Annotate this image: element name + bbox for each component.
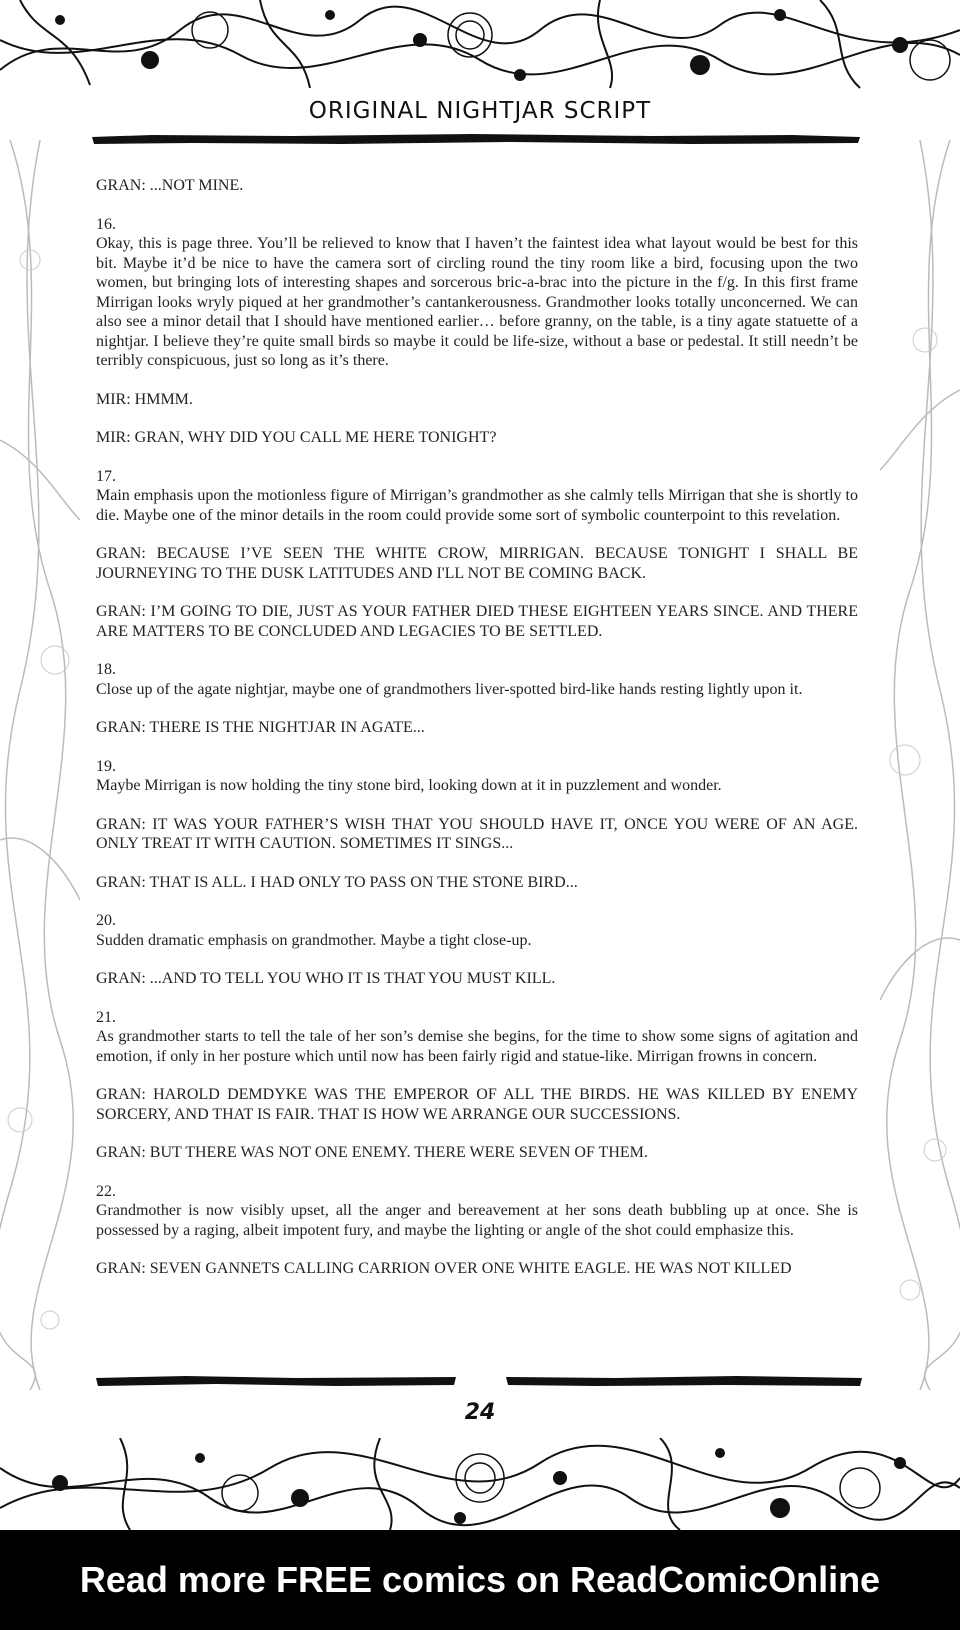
dialogue-line: GRAN: ...AND TO TELL YOU WHO IT IS THAT YOU MUST KILL. <box>96 970 556 987</box>
panel-number: 17. <box>96 467 116 485</box>
dialogue-line: GRAN: ...NOT MINE. <box>96 177 244 194</box>
panel-description: As grandmother starts to tell the tale of her son’s demise she begins, for the time to show some signs of agitation and emotion, if only in her posture which until now has been fairly rigid and statue-like. Mirrigan frowns in concern. <box>96 1028 858 1065</box>
panel-description: Main emphasis upon the motionless figure of Mirrigan’s grandmother as she calmly tells Mirrigan that she is shortly to die. Maybe one of the minor details in the room could provide some sort of symbolic counterpoint to this revelation. <box>96 487 858 524</box>
page-title: ORIGINAL NIGHTJAR SCRIPT <box>308 98 652 124</box>
left-decorative-border <box>0 140 80 1390</box>
panel-number: 18. <box>96 661 116 678</box>
dialogue-line: GRAN: THERE IS THE NIGHTJAR IN AGATE... <box>96 719 425 736</box>
panel-number: 16. <box>96 215 116 233</box>
panel-number: 20. <box>96 912 116 929</box>
panel-number: 22. <box>96 1182 116 1200</box>
footer-brush-rule-left <box>96 1374 456 1388</box>
header-brush-rule <box>92 132 860 146</box>
promo-banner: Read more FREE comics on ReadComicOnline <box>0 1530 960 1630</box>
panel-number: 19. <box>96 757 116 775</box>
footer-brush-rule-right <box>506 1374 862 1388</box>
panel-number: 21. <box>96 1008 116 1026</box>
panel-description: Okay, this is page three. You’ll be relieved to know that I haven’t the faintest idea what layout would be best for this bit. Maybe it’d be nice to have the camera sort of circling round the tiny room like a bird, focusing upon the two women, but bringing lots of interesting shapes and sorcerous bric-a-brac into the picture in the f/g. In this first frame Mirrigan looks wryly piqued at her grandmother’s cantankerousness. Grandmother looks totally unconcerned. We can also see a minor detail that I should have mentioned earlier… before granny, on the table, is a tiny agate statuette of a nightjar. I believe they’re quite small birds so maybe it could be life-size, without a base or pedestal. It still needn’t be terribly conspicuous, just so long as it’s there. <box>96 235 858 369</box>
panel-description: Close up of the agate nightjar, maybe one of grandmothers liver-spotted bird-like hands resting lightly upon it. <box>96 680 803 698</box>
dialogue-line: MIR: HMMM. <box>96 390 193 408</box>
panel-description: Maybe Mirrigan is now holding the tiny stone bird, looking down at it in puzzlement and wonder. <box>96 777 722 794</box>
dialogue-line: GRAN: THAT IS ALL. I HAD ONLY TO PASS ON THE STONE BIRD... <box>96 873 578 891</box>
dialogue-line: MIR: GRAN, WHY DID YOU CALL ME HERE TONIGHT? <box>96 429 497 446</box>
right-decorative-border <box>880 140 960 1390</box>
top-decorative-border <box>0 0 960 90</box>
panel-description: Grandmother is now visibly upset, all the anger and bereavement at her sons death bubbling up at once. She is possessed by a raging, albeit impotent fury, and maybe the lighting or angle of the shot could emphasize this. <box>96 1202 858 1239</box>
dialogue-line: GRAN: BECAUSE I’VE SEEN THE WHITE CROW, MIRRIGAN. BECAUSE TONIGHT I SHALL BE JOURNEYING TO THE DUSK LATITUDES AND I'LL NOT BE COMING BACK. <box>96 545 858 582</box>
script-body <box>96 176 858 1348</box>
bottom-decorative-border <box>0 1438 960 1530</box>
dialogue-line: GRAN: IT WAS YOUR FATHER’S WISH THAT YOU SHOULD HAVE IT, ONCE YOU WERE OF AN AGE. ONLY TREAT IT WITH CAUTION. SOMETIMES IT SINGS... <box>96 815 858 852</box>
dialogue-line: GRAN: BUT THERE WAS NOT ONE ENEMY. THERE WERE SEVEN OF THEM. <box>96 1144 648 1161</box>
panel-description: Sudden dramatic emphasis on grandmother. Maybe a tight close-up. <box>96 931 532 949</box>
dialogue-line: GRAN: I’M GOING TO DIE, JUST AS YOUR FATHER DIED THESE EIGHTEEN YEARS SINCE. AND THERE ARE MATTERS TO BE CONCLUDED AND LEGACIES TO BE SETTLED. <box>96 603 858 640</box>
dialogue-line: GRAN: SEVEN GANNETS CALLING CARRION OVER ONE WHITE EAGLE. HE WAS NOT KILLED <box>96 1260 792 1277</box>
dialogue-line: GRAN: HAROLD DEMDYKE WAS THE EMPEROR OF ALL THE BIRDS. HE WAS KILLED BY ENEMY SORCERY, AND THAT IS FAIR. THAT IS HOW WE ARRANGE OUR SUCCESSIONS. <box>96 1086 858 1123</box>
page-number: 24 <box>464 1400 496 1425</box>
